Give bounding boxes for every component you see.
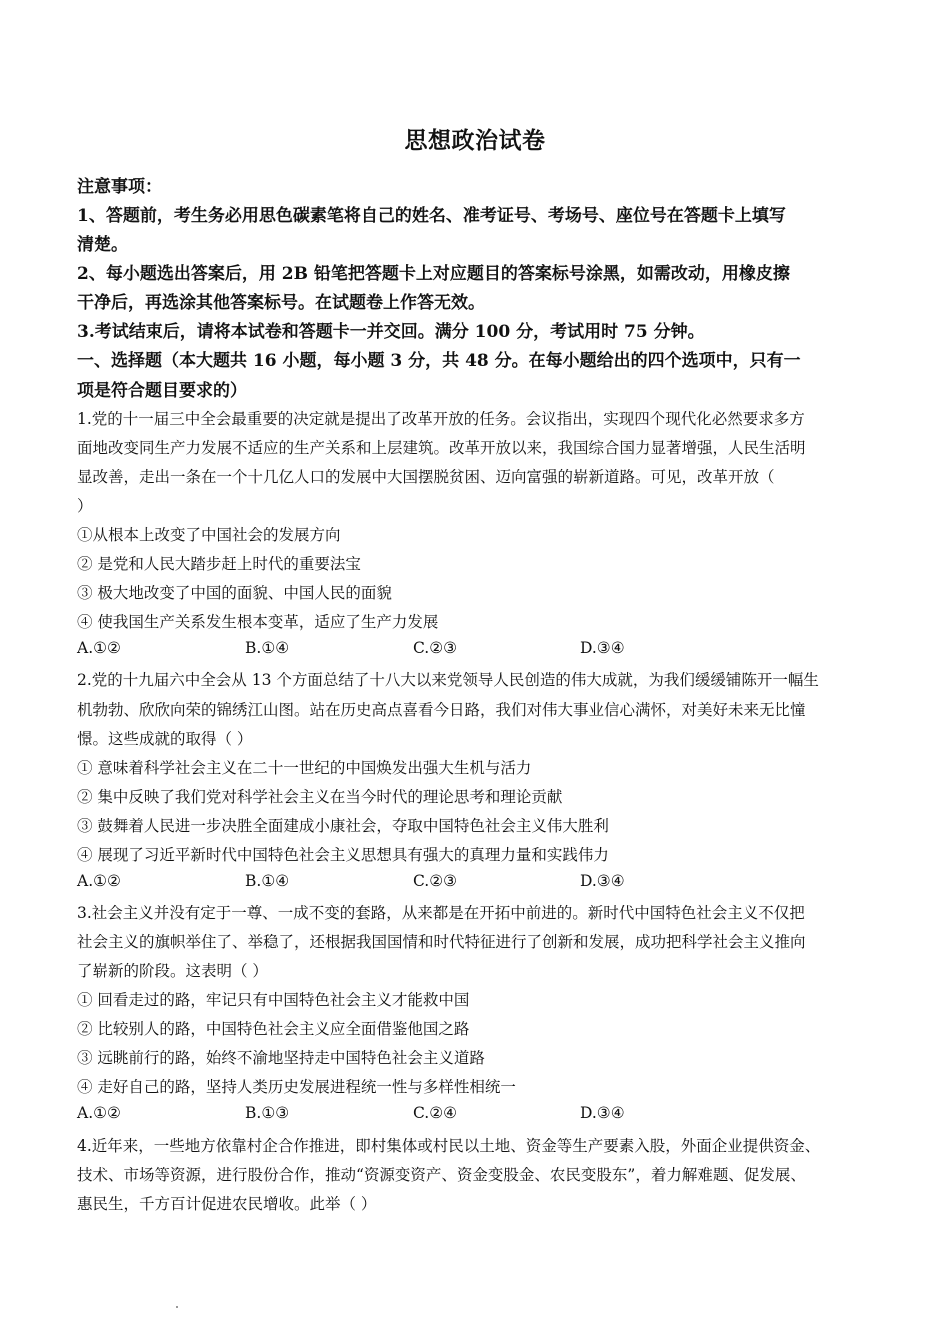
question-stem: 3.社会主义并没有定于一尊、一成不变的套路，从来都是在开拓中前进的。新时代中国特色社会主义不仅把 [77,904,805,922]
question-item: ①从根本上改变了中国社会的发展方向 [77,526,341,544]
option-a: A.①② [77,1104,121,1122]
notice-heading: 注意事项： [77,177,162,197]
question-stem: 显改善，走出一条在一个十几亿人口的发展中大国摆脱贫困、迈向富强的崭新道路。可见，改革开放（ [77,468,775,486]
section-heading: 项是符合题目要求的） [77,381,247,401]
question-item: ② 是党和人民大踏步赶上时代的重要法宝 [77,555,361,573]
question-item: ④ 使我国生产关系发生根本变革，适应了生产力发展 [77,613,439,631]
option-d: D.③④ [580,639,625,657]
section-heading: 一、选择题（本大题共 16 小题，每小题 3 分，共 48 分。在每小题给出的四个选项中，只有一 [77,351,801,371]
question-stem: 2.党的十九届六中全会从 13 个方面总结了十八大以来党领导人民创造的伟大成就，为我们缓缓铺陈开一幅生 [77,671,819,689]
option-c: C.②③ [413,639,458,657]
question-item: ③ 极大地改变了中国的面貌、中国人民的面貌 [77,584,392,602]
question-stem: ） [77,497,93,515]
question-item: ② 集中反映了我们党对科学社会主义在当今时代的理论思考和理论贡献 [77,788,563,806]
question-item: ③ 远眺前行的路，始终不渝地坚持走中国特色社会主义道路 [77,1049,485,1067]
question-item: ④ 展现了习近平新时代中国特色社会主义思想具有强大的真理力量和实践伟力 [77,846,609,864]
option-b: B.①④ [245,872,290,890]
question-item: ② 比较别人的路，中国特色社会主义应全面借鉴他国之路 [77,1020,470,1038]
page-title: 思想政治试卷 [404,127,546,154]
question-stem: 技术、市场等资源，进行股份合作，推动“资源变资产、资金变股金、农民变股东”，着力解难题、促发展、 [77,1166,806,1184]
notice-line: 1、答题前，考生务必用思色碳素笔将自己的姓名、准考证号、考场号、座位号在答题卡上填写 [77,206,786,226]
question-stem: 社会主义的旗帜举住了、举稳了，还根据我国国情和时代特征进行了创新和发展，成功把科学社会主义推向 [77,933,806,951]
option-a: A.①② [77,639,121,657]
question-stem: 憬。这些成就的取得（ ） [77,730,253,748]
question-stem: 4.近年来，一些地方依靠村企合作推进，即村集体或村民以土地、资金等生产要素入股，外面企业提供资金、 [77,1137,821,1155]
question-item: ③ 鼓舞着人民进一步决胜全面建成小康社会，夺取中国特色社会主义伟大胜利 [77,817,609,835]
option-b: B.①④ [245,639,290,657]
notice-line: 2、每小题选出答案后，用 2B 铅笔把答题卡上对应题目的答案标号涂黑，如需改动，用橡皮擦 [77,264,790,284]
question-stem: 了崭新的阶段。这表明（ ） [77,962,268,980]
question-stem: 1.党的十一届三中全会最重要的决定就是提出了改革开放的任务。会议指出，实现四个现代化必然要求多方 [77,410,805,428]
notice-line: 清楚。 [77,235,128,255]
notice-line: 3.考试结束后，请将本试卷和答题卡一并交回。满分 100 分，考试用时 75 分钟。 [77,322,705,342]
question-item: ④ 走好自己的路，坚持人类历史发展进程统一性与多样性相统一 [77,1078,516,1096]
question-item: ① 回看走过的路，牢记只有中国特色社会主义才能救中国 [77,991,470,1009]
question-stem: 惠民生，千方百计促进农民增收。此举（ ） [77,1195,377,1213]
option-b: B.①③ [245,1104,290,1122]
page-mark [176,1306,178,1308]
notice-line: 干净后，再选涂其他答案标号。在试题卷上作答无效。 [77,293,485,313]
question-item: ① 意味着科学社会主义在二十一世纪的中国焕发出强大生机与活力 [77,759,532,777]
option-a: A.①② [77,872,121,890]
question-stem: 面地改变同生产力发展不适应的生产关系和上层建筑。改革开放以来，我国综合国力显著增强，人民生活明 [77,439,806,457]
option-c: C.②④ [413,1104,458,1122]
option-c: C.②③ [413,872,458,890]
option-d: D.③④ [580,872,625,890]
question-stem: 机勃勃、欣欣向荣的锦绣江山图。站在历史高点喜看今日路，我们对伟大事业信心满怀，对美好未来无比憧 [77,701,806,719]
option-d: D.③④ [580,1104,625,1122]
